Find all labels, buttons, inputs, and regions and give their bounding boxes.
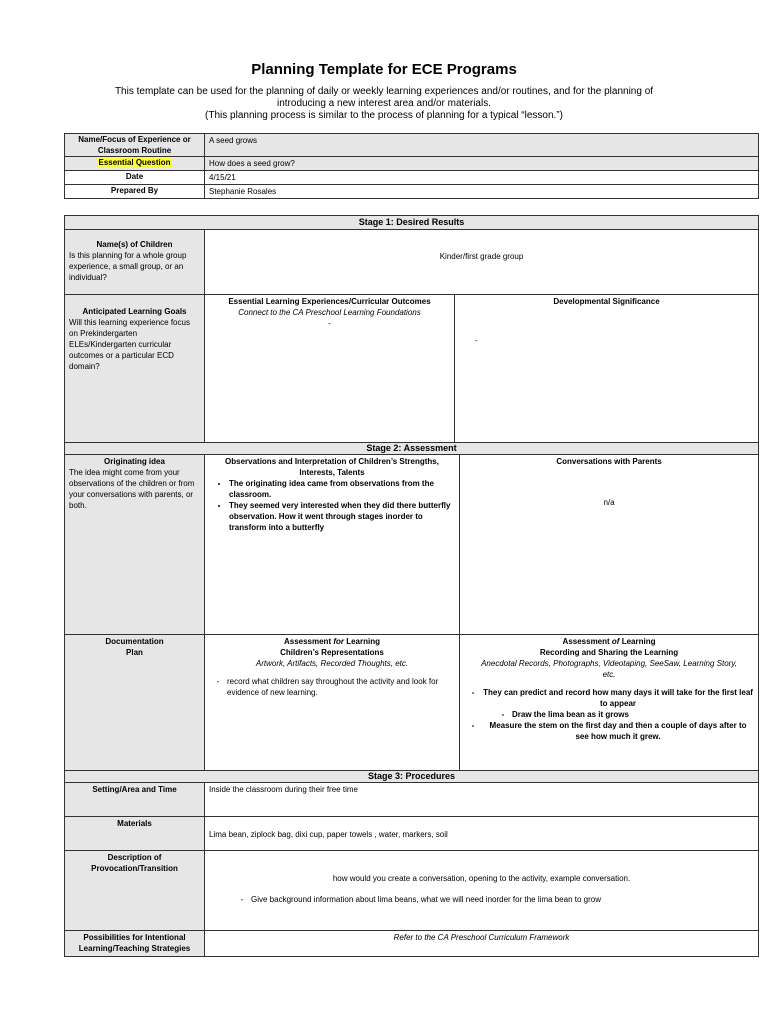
info-label-focus: Name/Focus of Experience or Classroom Routine [65,134,205,157]
info-row-prepared [65,185,759,199]
possibilities-value: Refer to the CA Preschool Curriculum Framework [205,931,759,957]
intro-text [80,86,688,122]
names-label-cell [65,230,205,295]
doc-col1-item: - record what children say throughout the activity and look for evidence of new learning. [216,677,439,697]
possibilities-label: Possibilities for Intentional Learning/Teaching Strategies [65,931,205,957]
info-value-date: 4/15/21 [205,171,759,185]
names-label: Name(s) of Children [96,240,173,249]
description-item: - Give background information about lima beans, what we will need inorder for the lima bean to grow [240,895,601,904]
materials-value: Lima bean, ziplock bag, dixi cup, paper towels , water, markers, soil [205,817,759,851]
stage3-header-row [65,771,759,783]
info-value-question: How does a seed grow? [205,157,759,171]
doc-col2-item: - They can predict and record how many days it will take for the first leaf to appear [471,688,753,708]
origin-col2-value: n/a [603,498,615,507]
doc-col2-title2: Recording and Sharing the Learning [539,648,679,657]
page-title: Planning Template for ECE Programs [251,61,517,78]
doc-col1-sub: Artwork, Artifacts, Recorded Thoughts, etc. [255,659,409,668]
description-row [65,851,759,931]
goals-col1-value: - [328,319,331,328]
doc-col2-title: Assessment of Learning [562,637,656,646]
info-row-date [65,171,759,185]
info-label-date: Date [65,171,205,185]
description-label: Description of Provocation/Transition [65,851,205,931]
doc-col1-title2: Children’s Representations [280,648,384,657]
info-row-focus [65,134,759,157]
names-value: Kinder/first grade group [439,252,524,261]
possibilities-row [65,931,759,957]
goals-row [65,295,759,443]
stage1-header-row [65,216,759,230]
setting-label: Setting/Area and Time [65,783,205,817]
origin-col2-title: Conversations with Parents [556,457,662,466]
origin-label: Originating idea [104,457,165,466]
goals-col2-cell [455,295,759,443]
goals-desc: Will this learning experience focus on Prekindergarten ELEs/Kindergarten curricular outcomes or a particular ECD domain? [69,318,190,371]
doc-label-line1: Documentation [105,637,164,646]
planning-table [64,215,759,957]
stage3-header: Stage 3: Procedures [65,771,759,783]
doc-col1-cell [205,635,460,771]
doc-col2-cell [460,635,759,771]
origin-desc: The idea might come from your observations of the children or from your conversations with parents, or both. [69,468,195,510]
goals-col1-sub: Connect to the CA Preschool Learning Foundations [238,308,421,317]
stage2-header: Stage 2: Assessment [65,443,759,455]
doc-col2-item: - Measure the stem on the first day and then a couple of days after to see how much it grew. [471,721,747,741]
origin-col1-cell [205,455,460,635]
setting-row [65,783,759,817]
origin-bullets [209,478,455,533]
doc-col2-sub: Anecdotal Records, Photographs, Videotaping, SeeSaw, Learning Story, etc. [481,659,737,679]
materials-row [65,817,759,851]
origin-row [65,455,759,635]
names-row [65,230,759,295]
description-cell [205,851,759,931]
origin-col2-cell [460,455,759,635]
materials-label: Materials [65,817,205,851]
doc-label-cell [65,635,205,771]
goals-label-cell [65,295,205,443]
info-label-prepared: Prepared By [65,185,205,199]
intro-line-2: introducing a new interest area and/or materials. [276,98,491,109]
origin-label-cell [65,455,205,635]
doc-row [65,635,759,771]
origin-bullet: • They seemed very interested when they did there butterfly observation. How it went through stages inorder to transform into a butterfly [229,500,455,533]
info-value-focus: A seed grows [205,134,759,157]
goals-col1-cell [205,295,455,443]
intro-line-3: (This planning process is similar to the process of planning for a typical “lesson.”) [205,110,563,121]
goals-col2-title: Developmental Significance [553,297,660,306]
setting-value: Inside the classroom during their free time [205,783,759,817]
description-line1: how would you create a conversation, opening to the activity, example conversation. [332,874,631,883]
doc-label-line2: Plan [126,648,143,657]
intro-line-1: This template can be used for the planning of daily or weekly learning experiences and/or routines, and for the planning of [114,86,654,97]
origin-col1-title: Observations and Interpretation of Children’s Strengths, Interests, Talents [225,457,439,477]
origin-bullet: • The originating idea came from observations from the classroom. [229,478,455,500]
info-label-question: Essential Question [98,158,171,167]
goals-col1-title: Essential Learning Experiences/Curricular Outcomes [228,297,431,306]
goals-col2-value: - [475,336,478,345]
doc-col1-title: Assessment for Learning [283,637,381,646]
goals-label: Anticipated Learning Goals [82,307,187,316]
info-value-prepared: Stephanie Rosales [205,185,759,199]
stage1-header: Stage 1: Desired Results [65,216,759,230]
doc-col2-item: - Draw the lima bean as it grows [501,710,629,719]
info-table [64,133,759,199]
names-desc: Is this planning for a whole group experience, a small group, or an individual? [69,251,187,282]
info-row-question [65,157,759,171]
stage2-header-row [65,443,759,455]
